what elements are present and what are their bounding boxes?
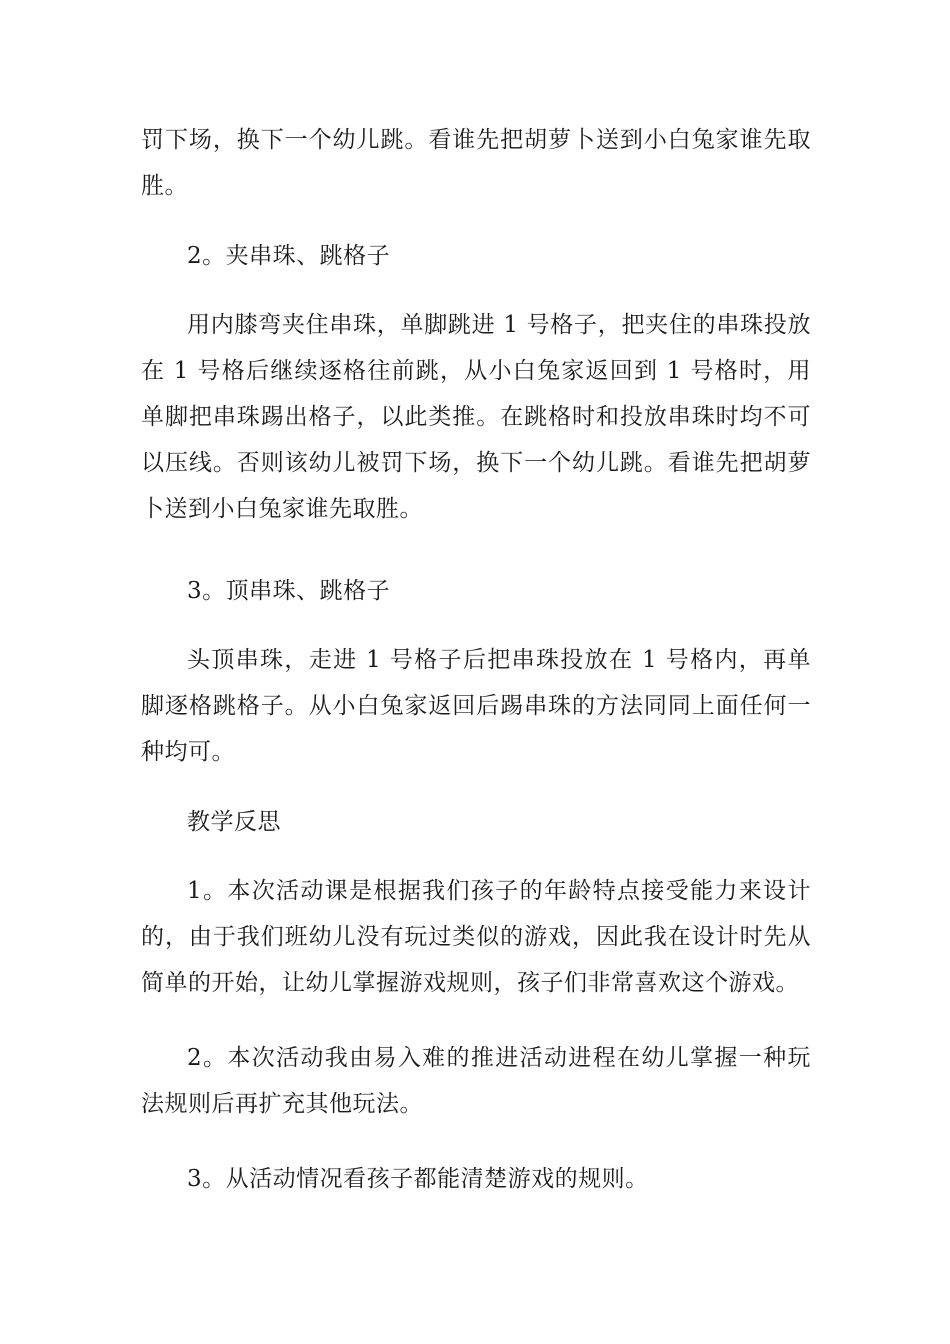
section-heading-3: 3。顶串珠、跳格子 [187, 578, 391, 604]
reflection-item-1: 1。本次活动课是根据我们孩子的年龄特点接受能力来设计的，由于我们班幼儿没有玩过类似的游戏，因此我在设计时先从简单的开始，让幼儿掌握游戏规则，孩子们非常喜欢这个游戏。 [141, 878, 811, 996]
reflection-item-2: 2。本次活动我由易入难的推进活动进程在幼儿掌握一种玩法规则后再扩充其他玩法。 [141, 1045, 811, 1117]
paragraph-section-3: 头顶串珠，走进 1 号格子后把串珠投放在 1 号格内，再单脚逐格跳格子。从小白兔家返回后踢串珠的方法同同上面任何一种均可。 [141, 647, 811, 765]
heading-teaching-reflection: 教学反思 [187, 809, 281, 835]
section-heading-2: 2。夹串珠、跳格子 [187, 243, 391, 269]
paragraph-section-2: 用内膝弯夹住串珠，单脚跳进 1 号格子，把夹住的串珠投放在 1 号格后继续逐格往前跳，从小白兔家返回到 1 号格时，用单脚把串珠踢出格子，以此类推。在跳格时和投放串珠时均不可以压线。否则该幼儿被罚下场，换下一个幼儿跳。看谁先把胡萝卜送到小白兔家谁先取胜。 [141, 312, 811, 522]
paragraph-continuation: 罚下场，换下一个幼儿跳。看谁先把胡萝卜送到小白兔家谁先取胜。 [141, 127, 811, 199]
reflection-item-3: 3。从活动情况看孩子都能清楚游戏的规则。 [187, 1166, 649, 1192]
